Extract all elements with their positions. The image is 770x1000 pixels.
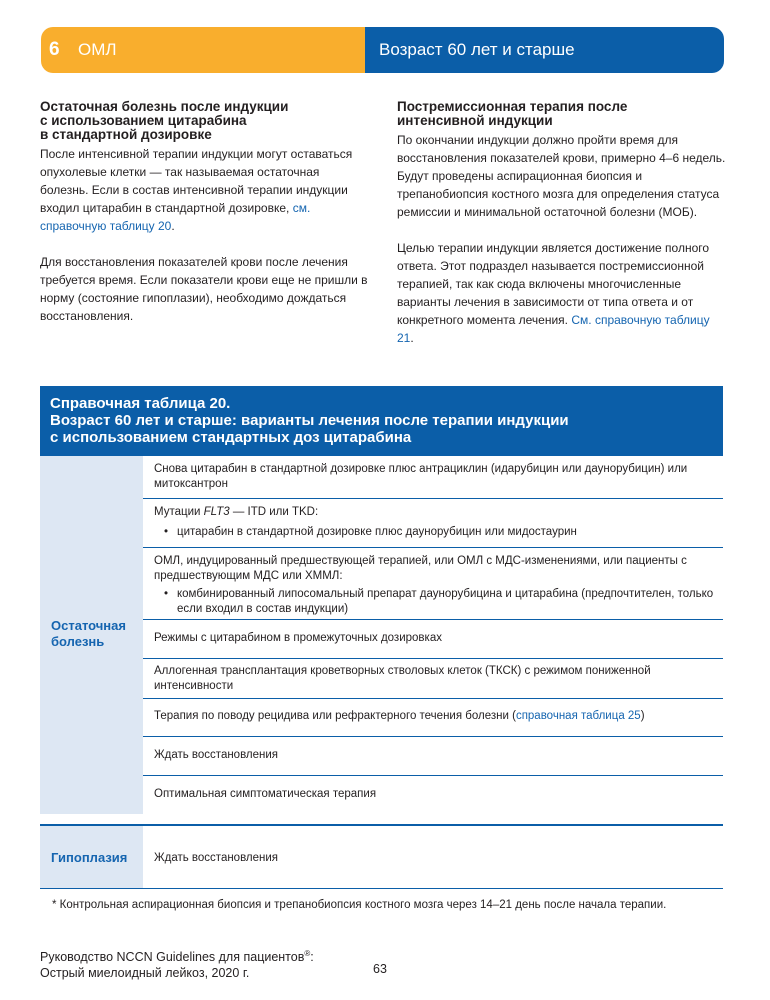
bullet-item bbox=[154, 587, 723, 617]
right-paragraph-1: По окончании индукции должно пройти время для восстановления показателей крови, примерно 4–6 недель. Будут проведены аспирационная биопсия и трепанобиопсия костного мозга для определения статуса ремиссии и минимальной остаточной болезни (МОБ). bbox=[397, 133, 726, 219]
bullet-item bbox=[154, 525, 723, 540]
table-row bbox=[143, 620, 723, 659]
group-label-hypoplasia: Гипоплазия bbox=[51, 850, 128, 865]
right-paragraph-2-text: Целью терапии индукции является достижение полного ответа. Этот подраздел называется постремиссионной терапией, так как сюда включены многочисленные варианты лечения в зависимости от типа ответа и от конкретного момента лечения. bbox=[397, 241, 710, 327]
row-text-part: Мутации bbox=[154, 506, 204, 518]
row-text: Ждать восстановления bbox=[154, 749, 279, 761]
bullet-text: комбинированный липосомальный препарат даунорубицина и цитарабина (предпочтителен, только если входил в состав индукции) bbox=[177, 588, 714, 615]
bullet-icon: • bbox=[164, 588, 169, 600]
right-paragraph-2-end: . bbox=[410, 331, 414, 345]
row-text: Режимы с цитарабином в промежуточных дозировках bbox=[154, 632, 442, 644]
table-row bbox=[143, 826, 723, 888]
table-row bbox=[143, 659, 723, 699]
section-title: Возраст 60 лет и старше bbox=[379, 40, 575, 59]
table-row bbox=[143, 776, 723, 814]
right-heading: Постремиссионная терапия после интенсивной индукции bbox=[397, 99, 628, 128]
group-label-residual-disease: Остаточная болезнь bbox=[51, 618, 126, 649]
row-text-part: ) bbox=[640, 710, 645, 722]
row-text bbox=[154, 505, 723, 520]
row-text-part: Терапия по поводу рецидива или рефрактерного течения болезни ( bbox=[154, 710, 516, 722]
right-paragraph-2 bbox=[397, 239, 727, 347]
row-text: Ждать восстановления bbox=[154, 852, 279, 864]
row-text-part: — ITD или TKD: bbox=[229, 506, 319, 518]
right-column bbox=[397, 100, 727, 347]
left-paragraph-2: Для восстановления показателей крови после лечения требуется время. Если показатели крови еще не пришли в норму (состояние гипоплазии), необходимо дождаться восстановления. bbox=[40, 255, 368, 323]
table-title-line-3: с использованием стандартных доз цитарабина bbox=[50, 429, 412, 446]
table-row bbox=[143, 699, 723, 737]
table-bottom-rule bbox=[40, 888, 723, 889]
row-text: Аллогенная трансплантация кроветворных стволовых клеток (ТКСК) с режимом пониженной интенсивности bbox=[154, 665, 651, 692]
gene-name: FLT3 bbox=[203, 506, 230, 518]
footnote: * Контрольная аспирационная биопсия и трепанобиопсия костного мозга через 14–21 день после начала терапии. bbox=[52, 899, 667, 911]
footer-guide-title: Руководство NCCN Guidelines для пациентов bbox=[40, 950, 305, 965]
registered-mark: ® bbox=[304, 949, 311, 958]
footer bbox=[40, 946, 314, 981]
chapter-tab bbox=[41, 27, 365, 73]
reference-link-table-20[interactable]: см. справочную таблицу 20 bbox=[40, 201, 311, 233]
chapter-title: ОМЛ bbox=[78, 40, 117, 59]
chapter-number: 6 bbox=[49, 39, 60, 60]
left-paragraph-1-end: . bbox=[171, 219, 175, 233]
table-header bbox=[40, 386, 723, 456]
row-text: ОМЛ, индуцированный предшествующей терапией, или ОМЛ с МДС-изменениями, или пациенты с предшествующим МДС или ХММЛ: bbox=[154, 555, 687, 582]
footer-colon: : bbox=[310, 950, 314, 965]
footer-line-1 bbox=[40, 946, 314, 965]
chapter-header bbox=[41, 27, 724, 73]
row-text: Снова цитарабин в стандартной дозировке плюс антрациклин (идарубицин или даунорубицин) или митоксантрон bbox=[154, 463, 688, 490]
table-number: Справочная таблица 20. bbox=[50, 395, 231, 412]
table-row bbox=[143, 548, 723, 620]
row-text bbox=[154, 709, 723, 724]
section-banner bbox=[365, 27, 724, 73]
left-paragraph-1-text: После интенсивной терапии индукции могут оставаться опухолевые клетки — так называемая остаточная болезнь. Если в состав интенсивной терапии индукции входил цитарабин в стандартной дозировке, bbox=[40, 147, 353, 215]
page-number: 63 bbox=[373, 962, 387, 976]
bullet-text: цитарабин в стандартной дозировке плюс даунорубицин или мидостаурин bbox=[177, 526, 577, 538]
row-text: Оптимальная симптоматическая терапия bbox=[154, 788, 377, 800]
table-row bbox=[143, 499, 723, 548]
left-column bbox=[40, 100, 370, 325]
table-row bbox=[143, 737, 723, 776]
left-paragraph-1 bbox=[40, 145, 370, 235]
footer-line-2: Острый миелоидный лейкоз, 2020 г. bbox=[40, 966, 250, 981]
left-heading: Остаточная болезнь после индукции с использованием цитарабина в стандартной дозировке bbox=[40, 99, 289, 142]
table-title-line-2: Возраст 60 лет и старше: варианты лечения после терапии индукции bbox=[50, 412, 569, 429]
reference-link-table-21[interactable]: См. справочную таблицу 21 bbox=[397, 313, 710, 345]
reference-link-table-25[interactable]: справочная таблица 25 bbox=[515, 710, 641, 722]
table-row bbox=[143, 456, 723, 499]
bullet-icon: • bbox=[164, 526, 169, 538]
